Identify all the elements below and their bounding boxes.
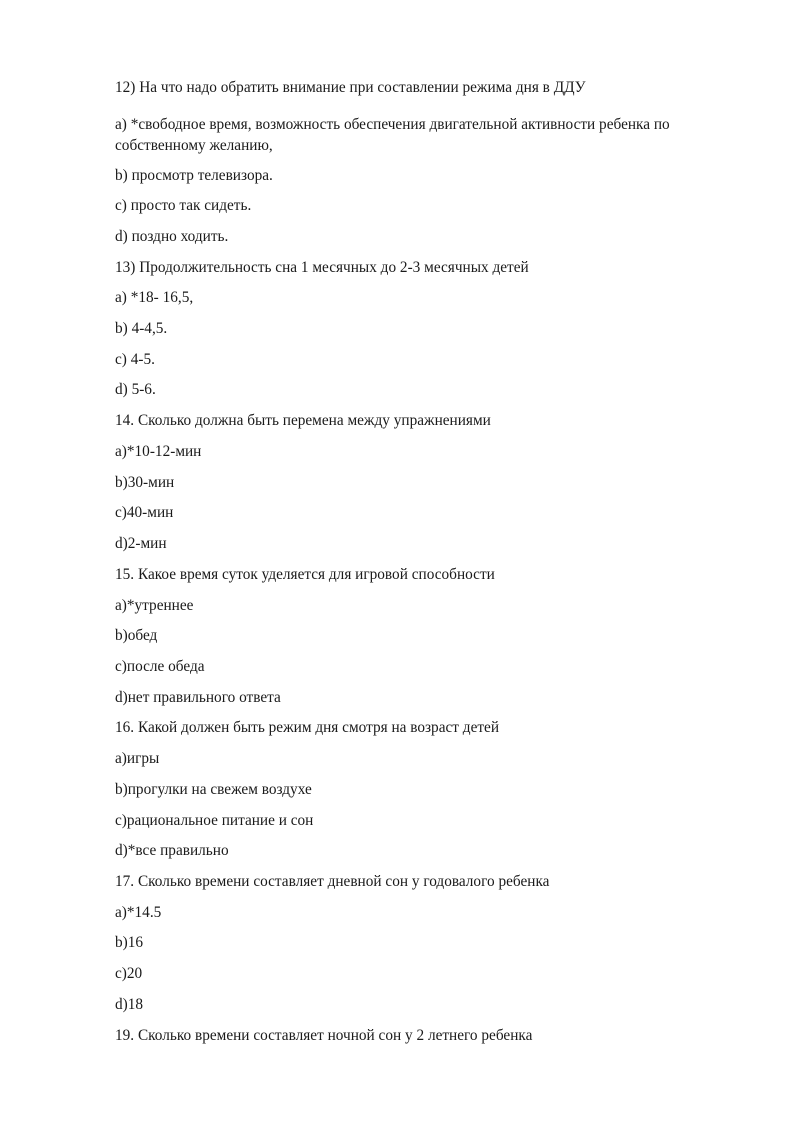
question-13: 13) Продолжительность сна 1 месячных до 2-3 месячных детей <box>115 259 529 276</box>
option-14-d: d)2-мин <box>115 535 167 552</box>
question-16: 16. Какой должен быть режим дня смотря на возраст детей <box>115 719 500 736</box>
question-14: 14. Сколько должна быть перемена между упражнениями <box>115 412 491 429</box>
option-17-d: d)18 <box>115 996 144 1013</box>
option-13-a: a) *18- 16,5, <box>115 289 194 306</box>
option-13-d: d) 5-6. <box>115 381 156 398</box>
option-13-b: b) 4-4,5. <box>115 320 168 337</box>
option-12-c: c) просто так сидеть. <box>115 197 252 214</box>
option-14-b: b)30-мин <box>115 474 175 491</box>
option-13-c: c) 4-5. <box>115 351 155 368</box>
option-15-d: d)нет правильного ответа <box>115 689 281 706</box>
option-17-b: b)16 <box>115 934 144 951</box>
option-15-c: c)после обеда <box>115 658 205 675</box>
option-16-a: a)игры <box>115 750 160 767</box>
option-12-a: a) *свободное время, возможность обеспечения двигательной активности ребенка по собственному желанию, <box>115 116 670 154</box>
question-12: 12) На что надо обратить внимание при составлении режима дня в ДДУ <box>115 79 586 96</box>
option-15-b: b)обед <box>115 627 158 644</box>
option-16-d: d)*все правильно <box>115 842 229 859</box>
option-15-a: a)*утреннее <box>115 597 194 614</box>
option-16-c: c)рациональное питание и сон <box>115 812 314 829</box>
option-14-a: a)*10-12-мин <box>115 443 202 460</box>
question-17: 17. Сколько времени составляет дневной сон у годовалого ребенка <box>115 873 550 890</box>
option-16-b: b)прогулки на свежем воздухе <box>115 781 312 798</box>
option-17-c: c)20 <box>115 965 143 982</box>
question-19: 19. Сколько времени составляет ночной сон у 2 летнего ребенка <box>115 1027 533 1044</box>
option-12-b: b) просмотр телевизора. <box>115 167 273 184</box>
option-17-a: a)*14.5 <box>115 904 162 921</box>
option-12-d: d) поздно ходить. <box>115 228 229 245</box>
option-14-c: c)40-мин <box>115 504 174 521</box>
question-15: 15. Какое время суток уделяется для игровой способности <box>115 566 495 583</box>
